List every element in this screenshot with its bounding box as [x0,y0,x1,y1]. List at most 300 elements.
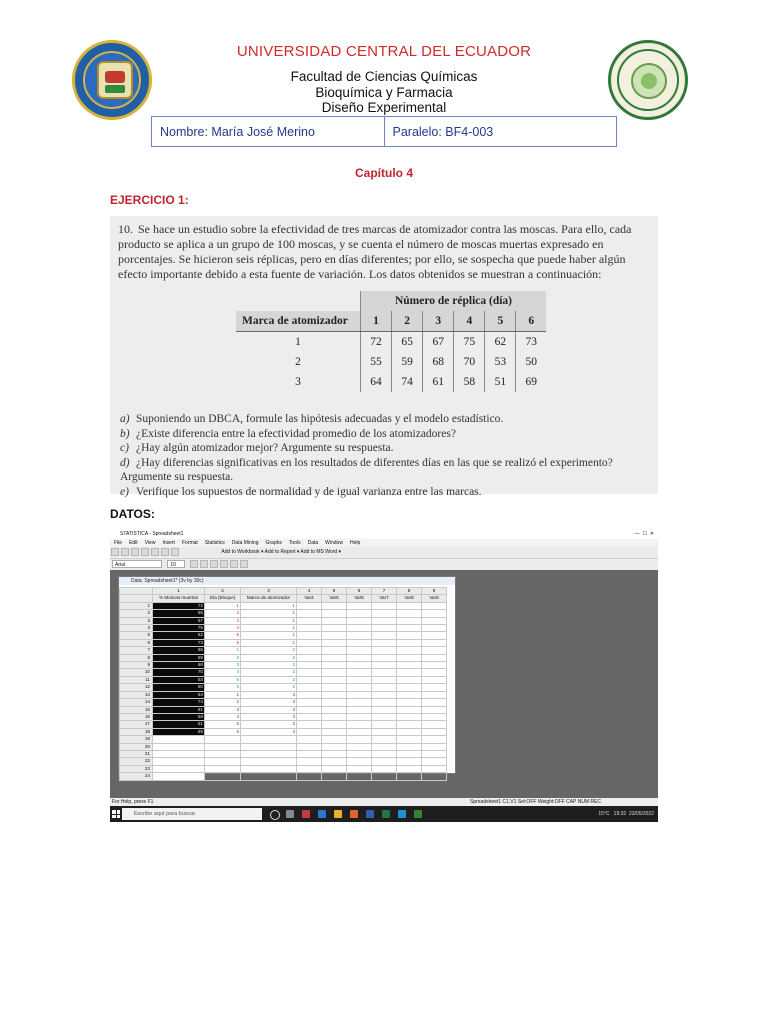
grid-cell-brand[interactable] [241,743,297,750]
grid-cell-empty[interactable] [397,654,422,661]
grid-cell-empty[interactable] [347,602,372,609]
grid-cell-empty[interactable] [422,676,447,683]
grid-row-number[interactable]: 6 [120,639,153,646]
grid-cell-day[interactable]: 1 [205,691,241,698]
menu-item[interactable]: Edit [129,540,138,546]
grid-cell-mortality[interactable]: 51 [153,721,205,728]
grid-cell-empty[interactable] [422,691,447,698]
grid-cell-empty[interactable] [422,773,447,780]
grid-cell-empty[interactable] [397,602,422,609]
grid-cell-brand[interactable]: 3 [241,699,297,706]
grid-row[interactable] [120,773,447,780]
grid-row-number[interactable]: 11 [120,676,153,683]
grid-cell-day[interactable] [205,773,241,780]
print-icon[interactable] [141,548,149,556]
task-view-icon[interactable] [286,810,294,818]
grid-cell-empty[interactable] [297,684,322,691]
grid-cell-empty[interactable] [322,602,347,609]
grid-row-number[interactable]: 4 [120,625,153,632]
grid-col-number[interactable]: 3 [241,588,297,595]
grid-row[interactable] [120,713,447,720]
grid-cell-empty[interactable] [372,743,397,750]
grid-cell-day[interactable]: 3 [205,617,241,624]
grid-cell-mortality[interactable] [153,736,205,743]
grid-cell-empty[interactable] [372,706,397,713]
grid-cell-brand[interactable] [241,750,297,757]
grid-cell-mortality[interactable]: 73 [153,639,205,646]
grid-cell-brand[interactable]: 3 [241,721,297,728]
grid-row-number[interactable]: 16 [120,713,153,720]
grid-row[interactable] [120,684,447,691]
font-size-select[interactable]: 10 [167,560,185,568]
align-right-icon[interactable] [240,560,248,568]
grid-cell-brand[interactable]: 1 [241,639,297,646]
grid-cell-empty[interactable] [322,736,347,743]
grid-cell-empty[interactable] [397,758,422,765]
grid-cell-day[interactable]: 1 [205,602,241,609]
grid-row[interactable] [120,610,447,617]
grid-cell-brand[interactable]: 3 [241,713,297,720]
grid-cell-empty[interactable] [422,647,447,654]
grid-cell-empty[interactable] [397,662,422,669]
grid-row[interactable] [120,632,447,639]
grid-cell-empty[interactable] [372,602,397,609]
grid-cell-empty[interactable] [347,647,372,654]
grid-row[interactable] [120,662,447,669]
grid-cell-day[interactable]: 6 [205,684,241,691]
menu-item[interactable]: Data [307,540,319,546]
cortana-icon[interactable] [270,810,280,820]
grid-cell-mortality[interactable]: 69 [153,728,205,735]
grid-cell-empty[interactable] [297,691,322,698]
grid-cell-empty[interactable] [347,662,372,669]
font-name-select[interactable]: Arial [112,560,162,568]
grid-cell-day[interactable]: 6 [205,639,241,646]
grid-cell-empty[interactable] [322,684,347,691]
grid-cell-empty[interactable] [372,639,397,646]
grid-cell-brand[interactable]: 2 [241,647,297,654]
grid-cell-empty[interactable] [397,676,422,683]
grid-cell-empty[interactable] [397,639,422,646]
word-icon[interactable] [366,810,374,818]
grid-cell-brand[interactable]: 2 [241,669,297,676]
grid-cell-mortality[interactable]: 55 [153,647,205,654]
new-file-icon[interactable] [111,548,119,556]
grid-row[interactable] [120,639,447,646]
grid-cell-empty[interactable] [322,639,347,646]
grid-cell-mortality[interactable]: 53 [153,676,205,683]
grid-cell-day[interactable]: 2 [205,699,241,706]
grid-cell-day[interactable]: 2 [205,654,241,661]
menu-item[interactable]: Statistics [204,540,225,546]
grid-row-number[interactable]: 10 [120,669,153,676]
grid-cell-empty[interactable] [397,728,422,735]
grid-cell-empty[interactable] [322,654,347,661]
taskbar-search-input[interactable]: Escribe aquí para buscar [122,808,262,820]
grid-col-number[interactable]: 5 [322,588,347,595]
grid-cell-empty[interactable] [297,632,322,639]
grid-cell-empty[interactable] [372,736,397,743]
grid-row-number[interactable]: 2 [120,610,153,617]
grid-cell-empty[interactable] [422,765,447,772]
statistica-taskbar-icon[interactable] [414,810,422,818]
grid-row[interactable] [120,750,447,757]
grid-cell-empty[interactable] [297,728,322,735]
grid-row-number[interactable]: 12 [120,684,153,691]
grid-cell-empty[interactable] [322,617,347,624]
grid-row-number[interactable]: 3 [120,617,153,624]
grid-cell-empty[interactable] [372,662,397,669]
grid-cell-empty[interactable] [397,773,422,780]
grid-cell-empty[interactable] [372,773,397,780]
grid-cell-empty[interactable] [297,676,322,683]
grid-cell-brand[interactable]: 1 [241,617,297,624]
grid-cell-empty[interactable] [397,625,422,632]
grid-cell-empty[interactable] [347,617,372,624]
grid-cell-empty[interactable] [372,684,397,691]
grid-cell-empty[interactable] [422,758,447,765]
underline-icon[interactable] [210,560,218,568]
grid-cell-empty[interactable] [372,610,397,617]
cut-icon[interactable] [151,548,159,556]
grid-cell-empty[interactable] [372,758,397,765]
grid-cell-empty[interactable] [422,632,447,639]
grid-row-number[interactable]: 17 [120,721,153,728]
grid-cell-day[interactable]: 4 [205,625,241,632]
grid-cell-empty[interactable] [297,654,322,661]
grid-cell-empty[interactable] [397,765,422,772]
grid-cell-day[interactable]: 2 [205,610,241,617]
grid-cell-brand[interactable]: 3 [241,691,297,698]
grid-cell-empty[interactable] [297,736,322,743]
grid-cell-empty[interactable] [397,750,422,757]
grid-col-name[interactable]: % Moscas muertas [153,595,205,602]
windows-start-icon[interactable] [112,810,120,818]
save-icon[interactable] [131,548,139,556]
grid-cell-empty[interactable] [347,669,372,676]
grid-row-number[interactable]: 22 [120,758,153,765]
grid-cell-day[interactable]: 6 [205,728,241,735]
grid-cell-empty[interactable] [297,639,322,646]
grid-cell-day[interactable] [205,765,241,772]
grid-cell-empty[interactable] [372,625,397,632]
grid-col-name[interactable]: Var5 [322,595,347,602]
grid-row-number[interactable]: 23 [120,765,153,772]
app-icon[interactable] [302,810,310,818]
grid-cell-empty[interactable] [297,602,322,609]
grid-cell-empty[interactable] [422,662,447,669]
grid-cell-mortality[interactable] [153,750,205,757]
grid-cell-empty[interactable] [422,684,447,691]
grid-row-number[interactable]: 13 [120,691,153,698]
grid-cell-empty[interactable] [297,758,322,765]
grid-row-number[interactable]: 8 [120,654,153,661]
grid-cell-empty[interactable] [322,676,347,683]
excel-icon[interactable] [382,810,390,818]
grid-row[interactable] [120,743,447,750]
open-file-icon[interactable] [121,548,129,556]
grid-cell-empty[interactable] [322,765,347,772]
grid-row-number[interactable]: 5 [120,632,153,639]
grid-cell-empty[interactable] [397,691,422,698]
grid-cell-empty[interactable] [372,765,397,772]
grid-cell-empty[interactable] [347,750,372,757]
grid-cell-empty[interactable] [347,632,372,639]
menu-item[interactable]: Format [181,540,198,546]
grid-row-number[interactable]: 15 [120,706,153,713]
grid-col-name[interactable]: Var4 [297,595,322,602]
grid-cell-empty[interactable] [397,706,422,713]
grid-cell-empty[interactable] [347,691,372,698]
grid-col-name[interactable]: Var9 [422,595,447,602]
paste-icon[interactable] [171,548,179,556]
grid-cell-mortality[interactable] [153,758,205,765]
grid-cell-brand[interactable] [241,765,297,772]
edge-icon[interactable] [318,810,326,818]
grid-cell-day[interactable]: 5 [205,676,241,683]
file-explorer-icon[interactable] [334,810,342,818]
grid-cell-empty[interactable] [322,691,347,698]
grid-cell-empty[interactable] [322,669,347,676]
align-left-icon[interactable] [220,560,228,568]
italic-icon[interactable] [200,560,208,568]
grid-cell-empty[interactable] [297,743,322,750]
grid-cell-empty[interactable] [322,728,347,735]
grid-cell-empty[interactable] [397,699,422,706]
grid-cell-empty[interactable] [322,758,347,765]
grid-cell-empty[interactable] [422,602,447,609]
grid-cell-empty[interactable] [297,647,322,654]
grid-cell-brand[interactable]: 3 [241,728,297,735]
grid-row[interactable] [120,691,447,698]
spreadsheet-grid[interactable] [119,587,447,781]
menu-item[interactable]: Data Mining [231,540,259,546]
grid-row-number[interactable]: 21 [120,750,153,757]
grid-row[interactable] [120,765,447,772]
grid-cell-mortality[interactable]: 72 [153,602,205,609]
grid-cell-empty[interactable] [297,765,322,772]
grid-cell-brand[interactable]: 1 [241,602,297,609]
grid-col-name[interactable]: Var8 [397,595,422,602]
menu-item[interactable]: Window [325,540,343,546]
grid-cell-empty[interactable] [372,750,397,757]
grid-cell-day[interactable]: 4 [205,713,241,720]
grid-cell-brand[interactable]: 2 [241,662,297,669]
grid-cell-mortality[interactable]: 74 [153,699,205,706]
grid-cell-empty[interactable] [372,632,397,639]
grid-cell-empty[interactable] [297,669,322,676]
grid-cell-mortality[interactable]: 61 [153,706,205,713]
grid-cell-day[interactable]: 5 [205,721,241,728]
grid-cell-empty[interactable] [322,662,347,669]
grid-cell-empty[interactable] [297,617,322,624]
grid-row-number[interactable]: 19 [120,736,153,743]
grid-cell-brand[interactable]: 2 [241,654,297,661]
grid-row[interactable] [120,617,447,624]
grid-cell-empty[interactable] [372,713,397,720]
grid-row-number[interactable]: 18 [120,728,153,735]
grid-cell-mortality[interactable]: 50 [153,684,205,691]
align-center-icon[interactable] [230,560,238,568]
grid-cell-empty[interactable] [322,721,347,728]
grid-cell-empty[interactable] [422,736,447,743]
grid-cell-brand[interactable] [241,758,297,765]
grid-row-number[interactable]: 14 [120,699,153,706]
grid-cell-mortality[interactable]: 58 [153,713,205,720]
grid-cell-brand[interactable]: 1 [241,625,297,632]
grid-cell-empty[interactable] [397,617,422,624]
grid-cell-brand[interactable]: 2 [241,684,297,691]
grid-cell-empty[interactable] [322,773,347,780]
grid-cell-empty[interactable] [297,706,322,713]
grid-cell-empty[interactable] [347,765,372,772]
grid-cell-empty[interactable] [347,721,372,728]
bold-icon[interactable] [190,560,198,568]
grid-col-number[interactable]: 7 [372,588,397,595]
grid-cell-day[interactable]: 4 [205,669,241,676]
grid-row-number[interactable]: 7 [120,647,153,654]
grid-cell-empty[interactable] [322,706,347,713]
grid-row[interactable] [120,602,447,609]
grid-col-name[interactable]: Día (Bloque) [205,595,241,602]
grid-cell-mortality[interactable]: 65 [153,610,205,617]
grid-cell-empty[interactable] [397,713,422,720]
grid-row[interactable] [120,647,447,654]
grid-col-number[interactable]: 1 [153,588,205,595]
grid-cell-empty[interactable] [347,639,372,646]
grid-cell-mortality[interactable] [153,773,205,780]
grid-cell-empty[interactable] [297,662,322,669]
grid-col-number[interactable]: 2 [205,588,241,595]
grid-cell-empty[interactable] [372,721,397,728]
grid-cell-empty[interactable] [297,713,322,720]
grid-cell-day[interactable] [205,743,241,750]
grid-cell-empty[interactable] [297,625,322,632]
grid-cell-empty[interactable] [347,758,372,765]
grid-cell-empty[interactable] [347,713,372,720]
menu-item[interactable]: Help [349,540,361,546]
grid-col-number[interactable]: 9 [422,588,447,595]
grid-cell-empty[interactable] [372,617,397,624]
menu-item[interactable]: Insert [162,540,175,546]
browser-icon[interactable] [350,810,358,818]
menu-item[interactable]: File [114,540,123,546]
grid-row[interactable] [120,625,447,632]
grid-row[interactable] [120,654,447,661]
grid-row[interactable] [120,676,447,683]
grid-cell-empty[interactable] [372,654,397,661]
grid-cell-mortality[interactable]: 68 [153,662,205,669]
grid-cell-mortality[interactable] [153,765,205,772]
grid-cell-day[interactable] [205,758,241,765]
grid-cell-empty[interactable] [322,625,347,632]
grid-cell-mortality[interactable]: 59 [153,654,205,661]
window-controls[interactable]: — ☐ ✕ [634,531,654,537]
grid-col-name[interactable]: Var6 [347,595,372,602]
grid-cell-mortality[interactable] [153,743,205,750]
grid-cell-brand[interactable]: 2 [241,676,297,683]
grid-cell-empty[interactable] [297,721,322,728]
grid-row-number[interactable]: 9 [120,662,153,669]
grid-cell-day[interactable]: 3 [205,662,241,669]
grid-cell-empty[interactable] [322,743,347,750]
grid-cell-empty[interactable] [372,669,397,676]
grid-cell-empty[interactable] [372,676,397,683]
grid-col-number[interactable]: 4 [297,588,322,595]
grid-cell-empty[interactable] [322,610,347,617]
grid-col-name[interactable]: Var7 [372,595,397,602]
grid-row[interactable] [120,758,447,765]
grid-cell-empty[interactable] [422,699,447,706]
grid-cell-mortality[interactable]: 67 [153,617,205,624]
outlook-icon[interactable] [398,810,406,818]
grid-cell-mortality[interactable]: 75 [153,625,205,632]
grid-cell-empty[interactable] [422,713,447,720]
grid-cell-brand[interactable]: 1 [241,632,297,639]
grid-cell-empty[interactable] [397,632,422,639]
grid-cell-empty[interactable] [397,721,422,728]
grid-cell-empty[interactable] [422,610,447,617]
grid-cell-empty[interactable] [347,610,372,617]
grid-cell-empty[interactable] [372,699,397,706]
grid-cell-empty[interactable] [347,684,372,691]
grid-cell-empty[interactable] [347,736,372,743]
grid-row[interactable] [120,706,447,713]
grid-col-number[interactable]: 6 [347,588,372,595]
menu-item[interactable]: Tools [288,540,301,546]
menu-item[interactable]: Graphs [265,540,282,546]
grid-cell-empty[interactable] [397,669,422,676]
grid-cell-brand[interactable]: 3 [241,706,297,713]
grid-cell-empty[interactable] [397,647,422,654]
grid-cell-day[interactable] [205,750,241,757]
grid-cell-empty[interactable] [297,773,322,780]
grid-cell-empty[interactable] [347,699,372,706]
grid-cell-empty[interactable] [422,743,447,750]
grid-cell-empty[interactable] [422,728,447,735]
grid-cell-empty[interactable] [322,632,347,639]
grid-cell-empty[interactable] [322,699,347,706]
grid-cell-brand[interactable]: 1 [241,610,297,617]
grid-cell-brand[interactable] [241,736,297,743]
grid-cell-empty[interactable] [372,647,397,654]
grid-cell-empty[interactable] [347,773,372,780]
grid-row-number[interactable]: 1 [120,602,153,609]
grid-cell-empty[interactable] [347,625,372,632]
grid-cell-empty[interactable] [297,699,322,706]
grid-cell-empty[interactable] [297,750,322,757]
grid-row-number[interactable]: 24 [120,773,153,780]
grid-cell-empty[interactable] [422,669,447,676]
grid-cell-day[interactable]: 3 [205,706,241,713]
grid-cell-empty[interactable] [422,706,447,713]
grid-cell-empty[interactable] [422,750,447,757]
grid-row[interactable] [120,728,447,735]
grid-cell-empty[interactable] [297,610,322,617]
grid-cell-empty[interactable] [422,721,447,728]
grid-cell-mortality[interactable]: 64 [153,691,205,698]
grid-cell-empty[interactable] [372,728,397,735]
grid-cell-day[interactable]: 1 [205,647,241,654]
grid-cell-empty[interactable] [322,750,347,757]
grid-row[interactable] [120,736,447,743]
grid-cell-empty[interactable] [397,684,422,691]
grid-cell-empty[interactable] [347,676,372,683]
grid-cell-empty[interactable] [397,610,422,617]
grid-cell-empty[interactable] [372,691,397,698]
grid-col-name[interactable]: Marca de atomizador [241,595,297,602]
spreadsheet-window[interactable] [118,576,456,779]
